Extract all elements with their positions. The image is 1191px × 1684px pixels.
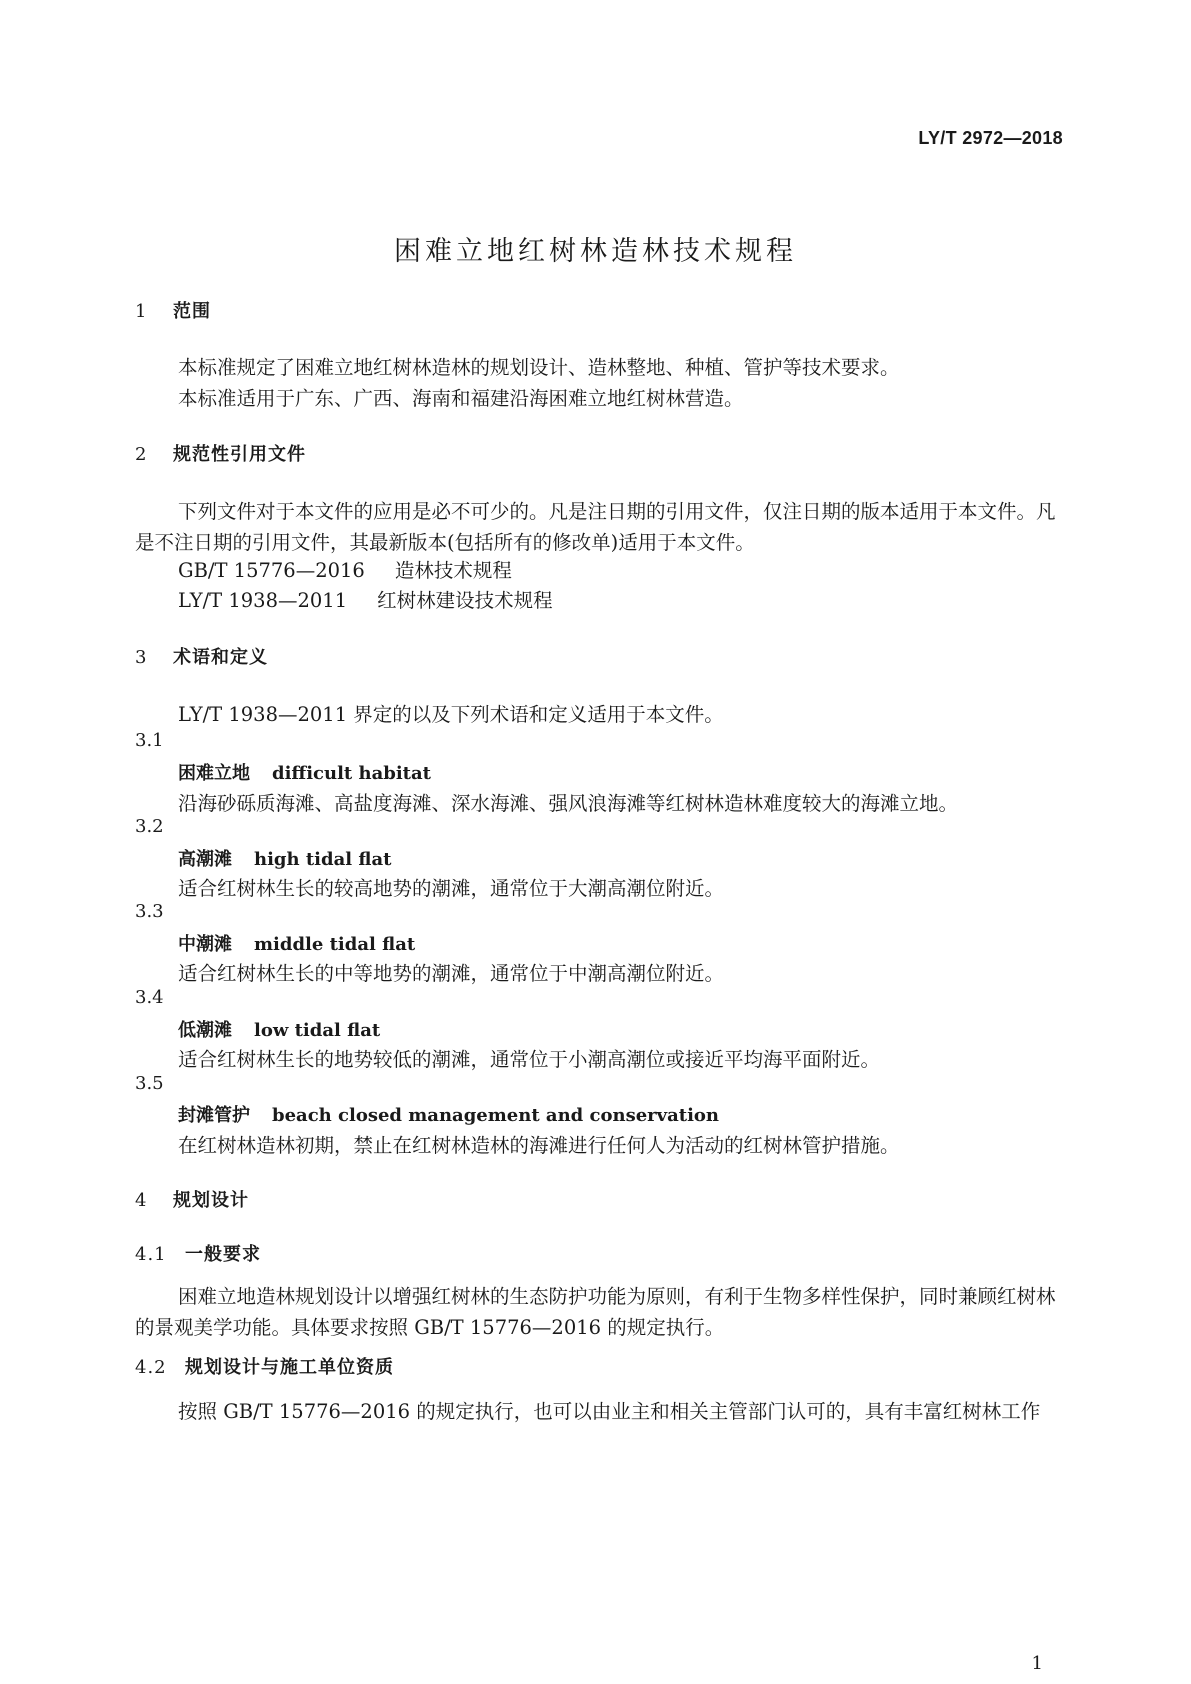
section-number: 2 (135, 444, 148, 465)
paragraph: LY/T 1938—2011 界定的以及下列术语和定义适用于本文件。 (178, 703, 724, 726)
subsection-number: 4.1 (135, 1244, 167, 1265)
subsection-title: 规划设计与施工单位资质 (185, 1357, 394, 1378)
paragraph: 本标准适用于广东、广西、海南和福建沿海困难立地红树林营造。 (178, 387, 744, 410)
reference-item (178, 555, 512, 583)
term-en: beach closed management and conservation (272, 1105, 720, 1126)
page-number: 1 (1031, 1653, 1043, 1674)
term-heading (178, 1101, 719, 1127)
section-3-heading (135, 643, 268, 669)
term-definition: 适合红树林生长的地势较低的潮滩，通常位于小潮高潮位或接近平均海平面附近。 (178, 1048, 881, 1071)
section-2-heading (135, 440, 306, 466)
term-heading (178, 930, 415, 956)
section-title: 范围 (173, 301, 211, 322)
section-1-heading (135, 297, 211, 323)
reference-code: LY/T 1938—2011 (178, 589, 348, 612)
term-number: 3.4 (135, 987, 164, 1008)
subsection-4-1-text (135, 1281, 1061, 1343)
term-zh: 封滩管护 (178, 1105, 250, 1126)
section-2-intro (135, 496, 1061, 558)
term-heading (178, 1016, 380, 1042)
term-definition: 在红树林造林初期，禁止在红树林造林的海滩进行任何人为活动的红树林管护措施。 (178, 1134, 900, 1157)
term-number: 3.5 (135, 1073, 164, 1094)
term-definition: 沿海砂砾质海滩、高盐度海滩、深水海滩、强风浪海滩等红树林造林难度较大的海滩立地。 (178, 792, 959, 815)
section-number: 4 (135, 1190, 148, 1211)
term-number: 3.2 (135, 816, 164, 837)
subsection-number: 4.2 (135, 1357, 167, 1378)
term-en: middle tidal flat (254, 934, 416, 955)
subsection-title: 一般要求 (185, 1244, 261, 1265)
reference-title: 红树林建设技术规程 (377, 589, 553, 612)
term-definition: 适合红树林生长的中等地势的潮滩，通常位于中潮高潮位附近。 (178, 962, 725, 985)
term-number: 3.3 (135, 901, 164, 922)
document-title: 困难立地红树林造林技术规程 (394, 236, 797, 267)
term-zh: 困难立地 (178, 763, 250, 784)
term-en: low tidal flat (254, 1020, 381, 1041)
term-en: difficult habitat (272, 763, 431, 784)
paragraph: 本标准规定了困难立地红树林造林的规划设计、造林整地、种植、管护等技术要求。 (178, 356, 900, 379)
subsection-4-1-heading (135, 1240, 261, 1266)
section-number: 3 (135, 647, 148, 668)
section-title: 规划设计 (173, 1190, 249, 1211)
paragraph: 困难立地造林规划设计以增强红树林的生态防护功能为原则，有利于生物多样性保护，同时兼顾红树林的景观美学功能。具体要求按照 GB/T 15776—2016 的规定执行。 (135, 1285, 1056, 1339)
section-title: 规范性引用文件 (173, 444, 306, 465)
term-en: high tidal flat (254, 849, 392, 870)
section-4-heading (135, 1186, 249, 1212)
term-zh: 高潮滩 (178, 849, 232, 870)
term-heading (178, 845, 391, 871)
paragraph: 按照 GB/T 15776—2016 的规定执行，也可以由业主和相关主管部门认可的，具有丰富红树林工作 (178, 1400, 1041, 1423)
term-heading (178, 759, 431, 785)
term-zh: 低潮滩 (178, 1020, 232, 1041)
section-title: 术语和定义 (173, 647, 268, 668)
standard-code: LY/T 2972—2018 (918, 128, 1063, 148)
subsection-4-2-heading (135, 1353, 394, 1379)
reference-title: 造林技术规程 (394, 559, 512, 582)
term-zh: 中潮滩 (178, 934, 232, 955)
reference-code: GB/T 15776—2016 (178, 559, 365, 582)
term-definition: 适合红树林生长的较高地势的潮滩，通常位于大潮高潮位附近。 (178, 877, 725, 900)
term-number: 3.1 (135, 730, 164, 751)
paragraph: 下列文件对于本文件的应用是必不可少的。凡是注日期的引用文件，仅注日期的版本适用于本文件。凡是不注日期的引用文件，其最新版本(包括所有的修改单)适用于本文件。 (135, 500, 1056, 554)
section-number: 1 (135, 301, 148, 322)
reference-item (178, 585, 553, 613)
